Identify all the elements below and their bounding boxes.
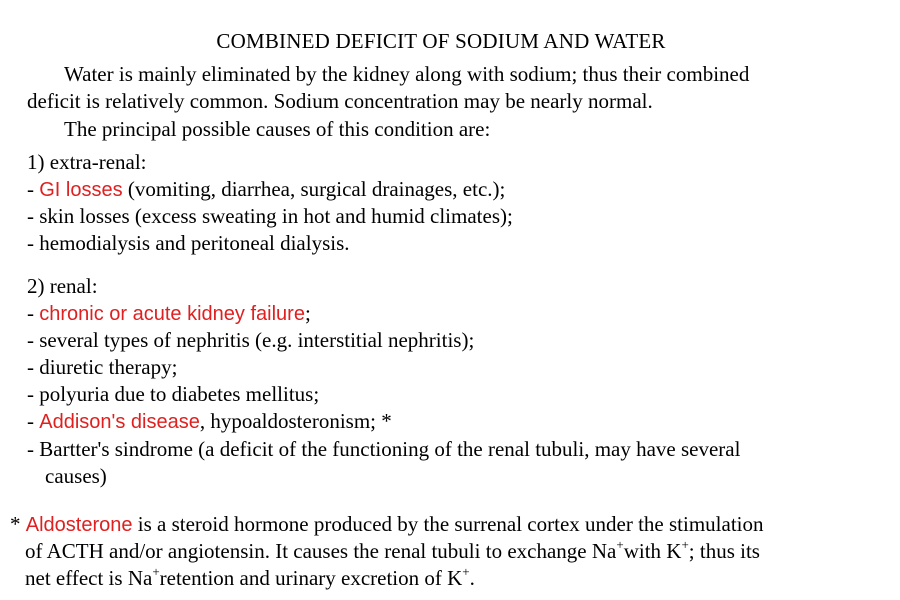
highlight-aldosterone: Aldosterone xyxy=(25,514,133,536)
renal-item-polyuria: - polyuria due to diabetes mellitus; xyxy=(27,382,320,406)
list-bullet: - xyxy=(27,409,40,433)
renal-item-bartter-line-1: - Bartter's sindrome (a deficit of the functioning of the renal tubuli, may have several xyxy=(27,437,741,461)
intro-line-3: The principal possible causes of this condition are: xyxy=(64,117,491,141)
highlight-kidney-failure: chronic or acute kidney failure xyxy=(39,303,305,325)
renal-item-nephritis: - several types of nephritis (e.g. interstitial nephritis); xyxy=(27,328,475,352)
footnote-text: . xyxy=(469,566,475,590)
item-text: , hypoaldosteronism; * xyxy=(199,409,392,433)
footnote-text: of ACTH and/or angiotensin. It causes the renal tubuli to exchange Na xyxy=(25,539,617,563)
item-text: ; xyxy=(304,301,311,325)
footnote-text: net effect is Na xyxy=(25,566,153,590)
extrarenal-item-dialysis: - hemodialysis and peritoneal dialysis. xyxy=(27,231,350,255)
extrarenal-item-gi xyxy=(27,176,505,203)
footnote-line-2 xyxy=(25,538,760,564)
list-bullet: - xyxy=(27,301,40,325)
renal-item-bartter-line-2: causes) xyxy=(45,464,107,488)
intro-line-2: deficit is relatively common. Sodium concentration may be nearly normal. xyxy=(27,89,653,113)
extrarenal-item-skin: - skin losses (excess sweating in hot and humid climates); xyxy=(27,204,513,228)
footnote-text: with K xyxy=(623,539,682,563)
renal-item-kidney-failure xyxy=(27,300,311,327)
renal-heading: 2) renal: xyxy=(27,274,98,298)
renal-item-addison xyxy=(27,408,392,435)
item-text: (vomiting, diarrhea, surgical drainages, etc.); xyxy=(122,177,506,201)
extrarenal-heading: 1) extra-renal: xyxy=(27,150,147,174)
footnote-line-1 xyxy=(10,511,764,538)
list-bullet: - xyxy=(27,177,40,201)
page-title: COMBINED DEFICIT OF SODIUM AND WATER xyxy=(216,29,666,53)
footnote-line-3 xyxy=(25,565,475,591)
renal-item-diuretic: - diuretic therapy; xyxy=(27,355,178,379)
footnote-star: * xyxy=(10,512,26,536)
intro-line-1: Water is mainly eliminated by the kidney along with sodium; thus their combined xyxy=(64,62,750,86)
footnote-text: ; thus its xyxy=(688,539,760,563)
highlight-addison: Addison's disease xyxy=(39,411,200,433)
footnote-text: is a steroid hormone produced by the surrenal cortex under the stimulation xyxy=(132,512,764,536)
footnote-text: retention and urinary excretion of K xyxy=(159,566,463,590)
superscript-plus: + xyxy=(462,564,470,579)
highlight-gi-losses: GI losses xyxy=(39,179,123,201)
superscript-plus: + xyxy=(152,564,160,579)
superscript-plus: + xyxy=(681,537,689,552)
superscript-plus: + xyxy=(616,537,624,552)
